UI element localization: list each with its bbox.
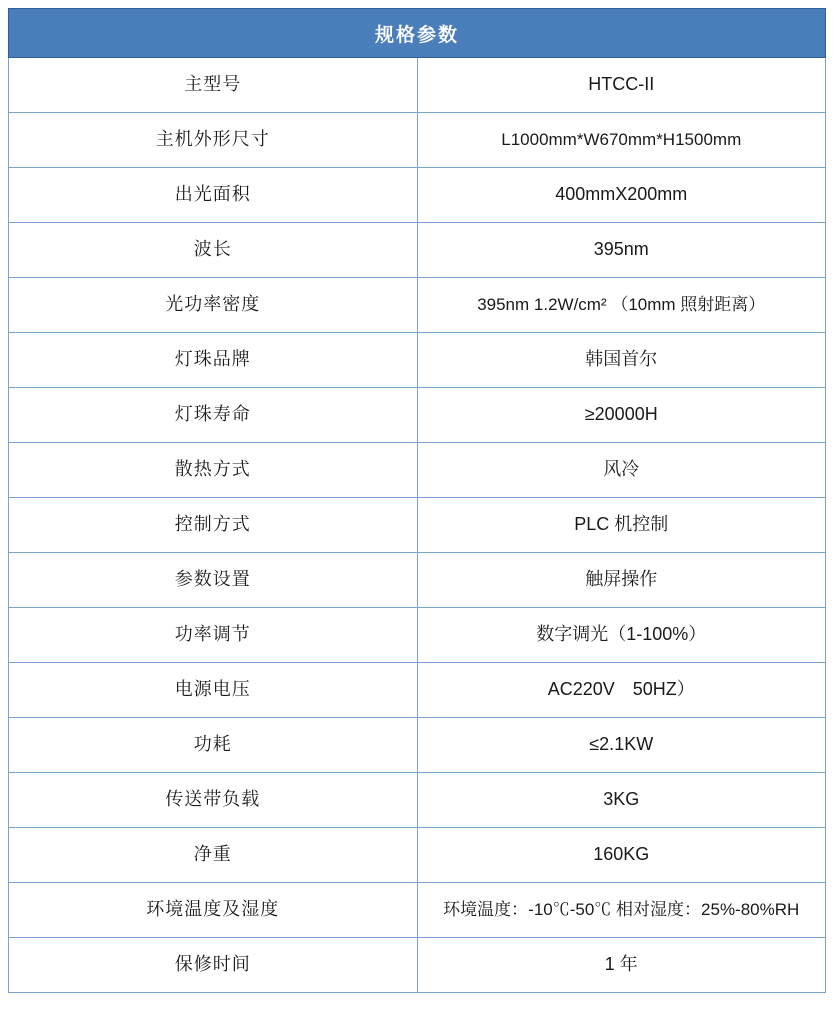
spec-value: 触屏操作 — [417, 553, 826, 608]
table-header — [9, 9, 826, 58]
spec-label: 参数设置 — [9, 553, 418, 608]
spec-label: 光功率密度 — [9, 278, 418, 333]
spec-value: 3KG — [417, 773, 826, 828]
spec-value: L1000mm*W670mm*H1500mm — [417, 113, 826, 168]
table-title: 规格参数 — [9, 9, 826, 58]
table-row — [9, 773, 826, 828]
spec-label: 灯珠品牌 — [9, 333, 418, 388]
spec-value: 数字调光（1-100%） — [417, 608, 826, 663]
spec-label: 传送带负载 — [9, 773, 418, 828]
table-row — [9, 938, 826, 993]
spec-value: 风冷 — [417, 443, 826, 498]
table-row — [9, 58, 826, 113]
table-body — [9, 58, 826, 993]
spec-value: 韩国首尔 — [417, 333, 826, 388]
spec-label: 波长 — [9, 223, 418, 278]
spec-label: 主机外形尺寸 — [9, 113, 418, 168]
spec-label: 电源电压 — [9, 663, 418, 718]
spec-label: 出光面积 — [9, 168, 418, 223]
table-row — [9, 388, 826, 443]
table-row — [9, 168, 826, 223]
spec-value: 400mmX200mm — [417, 168, 826, 223]
spec-label: 散热方式 — [9, 443, 418, 498]
table-row — [9, 333, 826, 388]
spec-value: PLC 机控制 — [417, 498, 826, 553]
spec-label: 环境温度及湿度 — [9, 883, 418, 938]
spec-value: 395nm 1.2W/cm² （10mm 照射距离） — [417, 278, 826, 333]
table-row — [9, 663, 826, 718]
spec-value: 160KG — [417, 828, 826, 883]
table-row — [9, 553, 826, 608]
spec-label: 净重 — [9, 828, 418, 883]
spec-label: 功耗 — [9, 718, 418, 773]
spec-label: 保修时间 — [9, 938, 418, 993]
spec-label: 灯珠寿命 — [9, 388, 418, 443]
spec-label: 功率调节 — [9, 608, 418, 663]
table-row — [9, 718, 826, 773]
spec-value: AC220V 50HZ） — [417, 663, 826, 718]
table-row — [9, 498, 826, 553]
spec-value: ≤2.1KW — [417, 718, 826, 773]
table-row — [9, 443, 826, 498]
spec-value: 1 年 — [417, 938, 826, 993]
table-row — [9, 223, 826, 278]
table-row — [9, 608, 826, 663]
spec-label: 控制方式 — [9, 498, 418, 553]
table-header-row — [9, 9, 826, 58]
spec-value: 395nm — [417, 223, 826, 278]
spec-value: ≥20000H — [417, 388, 826, 443]
spec-value: HTCC-II — [417, 58, 826, 113]
specification-table — [8, 8, 826, 993]
table-row — [9, 278, 826, 333]
table-row — [9, 883, 826, 938]
table-row — [9, 113, 826, 168]
spec-value: 环境温度：-10℃-50℃ 相对湿度：25%-80%RH — [417, 883, 826, 938]
table-row — [9, 828, 826, 883]
spec-label: 主型号 — [9, 58, 418, 113]
